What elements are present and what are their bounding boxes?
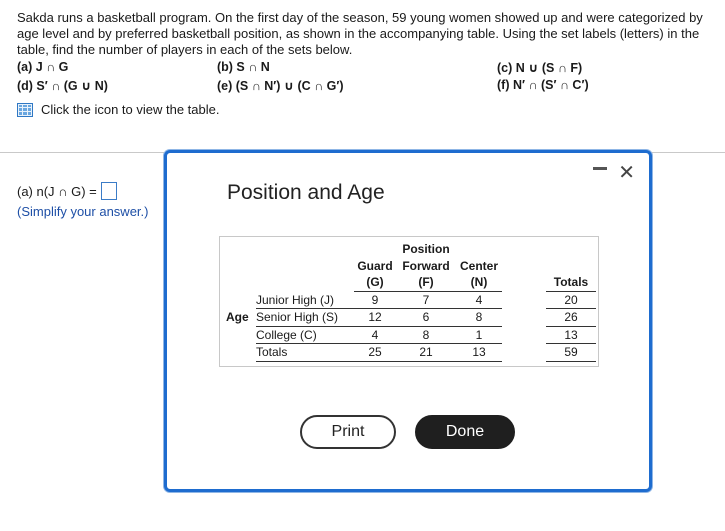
part-f: (f) N′ ∩ (S′ ∩ C′) (497, 78, 589, 92)
part-a: (a) J ∩ G (17, 60, 69, 74)
table-cell: 13 (546, 326, 596, 344)
view-table-link[interactable] (17, 102, 219, 117)
table-cell: 20 (546, 291, 596, 309)
table-cell: 12 (354, 309, 396, 327)
table-cell: 6 (396, 309, 456, 327)
part-e: (e) (S ∩ N′) ∪ (C ∩ G′) (217, 79, 344, 93)
table-cell: 21 (396, 344, 456, 362)
view-table-text: Click the icon to view the table. (41, 102, 220, 117)
table-cell: 4 (354, 326, 396, 344)
table-dialog (164, 150, 652, 492)
part-d: (d) S′ ∩ (G ∪ N) (17, 79, 108, 93)
table-cell: 13 (456, 344, 502, 362)
position-age-table (219, 236, 599, 367)
table-icon[interactable] (17, 103, 33, 117)
table-cell: 8 (456, 309, 502, 327)
problem-statement: Sakda runs a basketball program. On the first day of the season, 59 young women showed up and were categorized by age level and by preferred basketball position, as shown in the accompanying table. Using the set labels (letters) in the table, find the number of players in each of the sets below. (17, 10, 703, 57)
done-button[interactable]: Done (415, 415, 515, 449)
answer-hint: (Simplify your answer.) (17, 204, 149, 219)
table-cell: 7 (396, 291, 456, 309)
table-cell: 25 (354, 344, 396, 362)
col-totals: Totals (546, 274, 596, 291)
minimize-button[interactable] (593, 167, 607, 170)
age-label: Age (226, 310, 249, 325)
row-label-junior: Junior High (J) (256, 291, 354, 309)
row-label-college: College (C) (256, 326, 354, 344)
dialog-title: Position and Age (227, 181, 385, 204)
print-button[interactable]: Print (300, 415, 396, 449)
table-cell: 9 (354, 291, 396, 309)
table-cell: 1 (456, 326, 502, 344)
table-cell: 26 (546, 309, 596, 327)
part-b: (b) S ∩ N (217, 60, 270, 74)
answer-row (17, 182, 117, 200)
col-guard: Guard (357, 258, 393, 273)
col-forward-code: (F) (396, 274, 456, 291)
part-c: (c) N ∪ (S ∩ F) (497, 61, 583, 75)
table-cell: 59 (546, 344, 596, 362)
close-button[interactable]: ✕ (618, 162, 635, 184)
col-center: Center (459, 258, 498, 273)
answer-label: (a) n(J ∩ G) = (17, 183, 97, 199)
col-guard-code: (G) (354, 274, 396, 291)
answer-input[interactable] (101, 182, 117, 200)
row-label-totals: Totals (256, 344, 354, 362)
col-center-code: (N) (456, 274, 502, 291)
table-cell: 8 (396, 326, 456, 344)
table-cell: 4 (456, 291, 502, 309)
row-label-senior: Senior High (S) (256, 309, 354, 327)
position-header: Position (402, 242, 450, 257)
col-forward: Forward (402, 258, 450, 273)
